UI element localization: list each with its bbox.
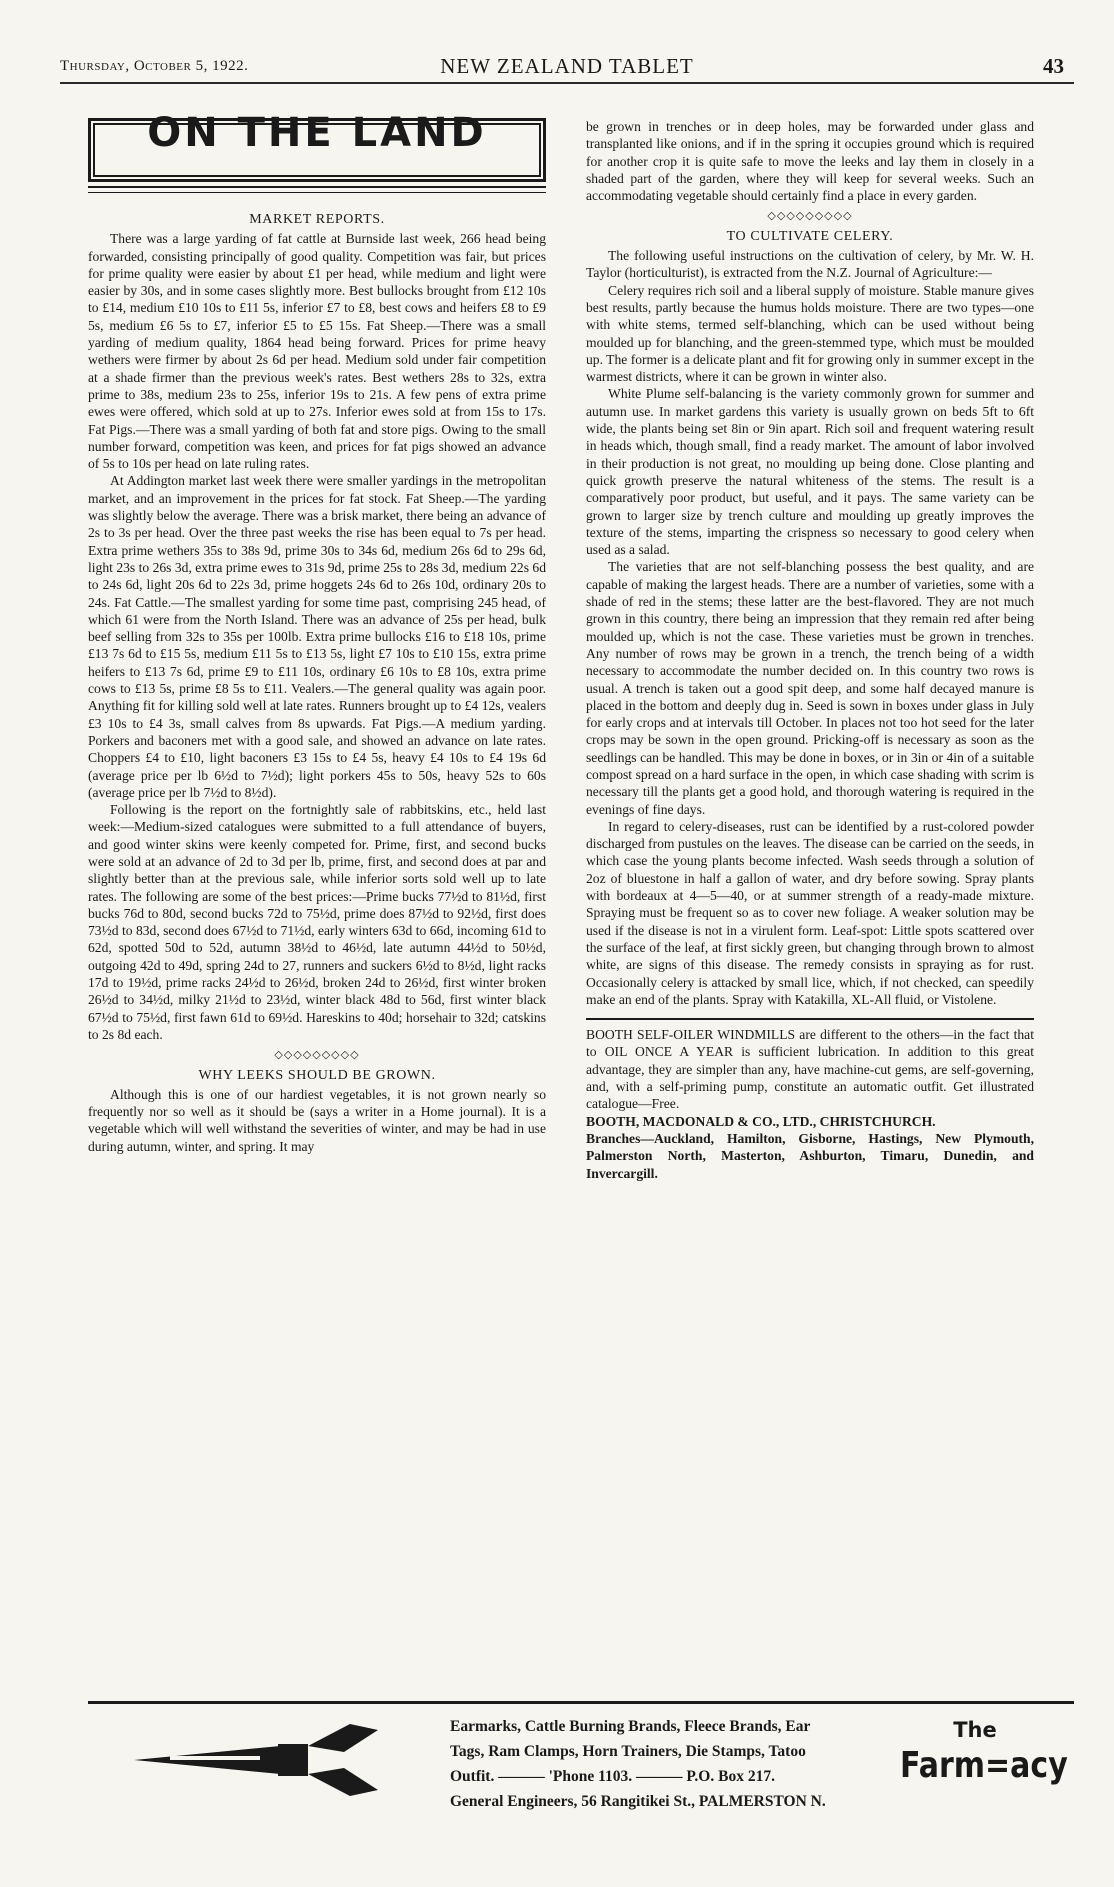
- engineering-advert: [450, 1714, 890, 1814]
- article-paragraph: Following is the report on the fortnightly sale of rabbitskins, etc., held last week:—Medium-sized catalogues were submitted to a full attendance of buyers, and good winter skins were keenly competed for. Prime, first, and second bucks were sold at an advance of 2d to 3d per lb, prime, first, and second does at par and slightly better than at the previous sale, while inferior sorts sold well up to late rates. The following are some of the best prices:—Prime bucks 77½d to 81½d, first bucks 76d to 80d, second bucks 72d to 75½d, prime does 87½d to 92½d, first does 73½d to 83d, second does 67½d to 71½d, early winters 63d to 66d, incoming 61d to 62d, spotted 50d to 52d, autumn 38½d to 46½d, late autumn 44½d to 50½d, outgoing 42d to 49d, spring 24d to 27, runners and suckers 6½d to 8½d, light racks 17d to 19½d, prime racks 24½d to 26½d, broken 24d to 26½d, first winter broken 26½d to 34½d, milky 21½d to 23½d, winter black 48d to 56d, first winter black 67½d to 75½d, first fawn 61d to 69½d. Hareskins to 40d; horsehair to 32d; catskins to 2s 8d each.: [88, 802, 546, 1042]
- advert-separator: [586, 1018, 1034, 1020]
- advert-company: BOOTH, MACDONALD & CO., LTD., CHRISTCHURCH.: [586, 1113, 936, 1129]
- article-paragraph: White Plume self-balancing is the variety commonly grown for summer and autumn use. In market gardens this variety is usually grown on beds 5ft to 6ft wide, the plants being set 8in or 9in apart. Rich soil and frequent watering result in heads which, though small, find a ready market. The amount of labor involved in their production is not great, no moulding up being done. Close planting and quick growth preserve the natural whiteness of the stems. The result is a comparatively poor product, but useful, and it pays. The same variety can be grown to larger size by trench culture and moulding up greatly improves the texture of the stems, imparting the crispness so necessary to good celery when used as a salad.: [586, 386, 1034, 558]
- article-paragraph: The following useful instructions on the cultivation of celery, by Mr. W. H. Taylor (horticulturist), is extracted from the N.Z. Journal of Agriculture:—: [586, 248, 1034, 281]
- section-ornament: ◇◇◇◇◇◇◇◇◇: [274, 1049, 360, 1062]
- left-column: [88, 110, 546, 1155]
- page-number: 43: [1043, 54, 1064, 78]
- market-reports-heading: MARKET REPORTS.: [249, 212, 385, 227]
- section-banner: [88, 110, 546, 182]
- farmacy-brand: [900, 1718, 1068, 1787]
- page-header: [60, 52, 1074, 84]
- article-paragraph: In regard to celery-diseases, rust can be identified by a rust-colored powder discharged from pustules on the leaves. The disease can be carried on the seeds, in which case the young plants become infected. Wash seeds through a solution of 2oz of bluestone in half a gallon of water, and dry before sowing. Spray plants with bordeaux at 4—5—40, or at summer strength of a ready-made mixture. Spraying must be frequent so as to cover new foliage. A weaker solution may be used if the disease is not in a virulent form. Leaf-spot: Little spots scattered over the surface of the leaf, at first sickly green, but changing through brown to almost white, are signs of this disease. The remedy consists in spraying as for rust. Occasionally celery is attacked by small lice, which, if not checked, can speedily make an end of the plants. Spray with Katakilla, XL-All fluid, or Vistolene.: [586, 818, 1034, 1007]
- brand-name: Farm=acy: [900, 1744, 1068, 1787]
- bottom-advert-rule: [88, 1701, 1074, 1704]
- right-column: [586, 118, 1034, 1182]
- leeks-heading: WHY LEEKS SHOULD BE GROWN.: [198, 1067, 436, 1083]
- advert-line: Outfit. ——— 'Phone 1103. ——— P.O. Box 217.: [450, 1768, 775, 1785]
- issue-date: Thursday, October 5, 1922.: [60, 58, 249, 74]
- branding-iron-icon: [130, 1716, 390, 1804]
- article-paragraph: be grown in trenches or in deep holes, may be forwarded under glass and transplanted like onions, and if in the spring it occupies ground which is required for another crop it is quite safe to move the leeks and lay them in closely in a shaded part of the garden, where they will keep for several weeks. Such an accommodating vegetable should certainly find a place in every garden.: [586, 119, 1034, 204]
- advert-line: Tags, Ram Clamps, Horn Trainers, Die Stamps, Tatoo: [450, 1743, 806, 1760]
- section-ornament: ◇◇◇◇◇◇◇◇◇: [767, 210, 853, 223]
- article-paragraph: There was a large yarding of fat cattle at Burnside last week, 266 head being forwarded, consisting principally of good quality. Competition was fair, but prices for prime quality were easier by about £1 per head, while medium and light were easier by 30s, and in some cases slightly more. Best bullocks brought from £12 10s to £14, medium £10 10s to £11 5s, inferior £7 to £8, best cows and heifers £8 to £9 5s, medium £6 5s to £7, inferior £5 to £5 15s. Fat Sheep.—There was a small yarding of medium quality, 1864 head being forward. Prices for prime heavy wethers were firmer by about 2s 6d per head. Medium sold under fair competition at a shade firmer than the previous week's rates. Best wethers 28s to 32s, extra prime to 38s, medium 23s to 25s, inferior 19s to 21s. A few pens of extra prime ewes were offered, which sold at up to 27s. Inferior ewes sold at from 15s to 17s. Fat Pigs.—There was a small yarding of both fat and store pigs. Owing to the small number forward, competition was keen, and prices for fat pigs showed an advance of 5s to 10s per head on late ruling rates.: [88, 231, 546, 472]
- advert-line: Earmarks, Cattle Burning Brands, Fleece Brands, Ear: [450, 1718, 811, 1735]
- booth-windmill-advert: [586, 1026, 1034, 1182]
- section-banner-title: ON THE LAND: [147, 110, 487, 156]
- celery-heading: TO CULTIVATE CELERY.: [726, 228, 894, 244]
- article-paragraph: The varieties that are not self-blanching possess the best quality, and are capable of making the largest heads. There are a number of varieties, some with a shade of red in the stems; these latter are the best-flavored. They are not much grown in this country, there being an impression that they remain red after being moulded up, which is not the case. These varieties must be grown in trenches. Any number of rows may be grown in a trench, the trench being of a width necessary to accommodate the number decided on. In this country two rows is usual. A trench is taken out a good spit deep, and some half decayed manure is placed in the bottom and deeply dug in. Seed is sown in boxes under glass in July for early crops and at intervals till October. In places not too hot seed for the later crops may be sown in the open ground. Pricking-off is necessary as soon as the seedlings can be handled. This may be done in boxes, or in 3in or 4in of a suitable compost spread on a hard surface in the open, in which case shading with scrim is necessary till the plants get a good hold, and thorough watering is required in the evenings of fine days.: [586, 559, 1034, 817]
- article-paragraph: Celery requires rich soil and a liberal supply of moisture. Stable manure gives best results, partly because the humus holds moisture. There are two types—one with white stems, termed self-blanching, which can be used without being moulded up for blanching, and the green-stemmed type, which must be moulded up. The former is a delicate plant and fit for growing only in summer except in the warmest districts, where it can be grown in winter also.: [586, 282, 1034, 385]
- article-paragraph: At Addington market last week there were smaller yardings in the metropolitan market, and an improvement in the prices for fat stock. Fat Sheep.—The yarding was slightly below the average. There was a brisk market, there being an advance of 2s to 3s per head. Over the three past weeks the rise has been equal to 7s per head. Extra prime wethers 35s to 38s 9d, prime 30s to 34s 6d, medium 26s 6d to 29s 6d, light 23s to 26s 3d, extra prime ewes to 31s 9d, prime 25s to 28s 3d, medium 22s 6d to 24s 6d, light 20s 6d to 22s 3d, prime hoggets 24s 6d to 26s 10d, ordinary 20s to 24s. Fat Cattle.—The smallest yarding for some time past, comprising 245 head, of which 61 were from the North Island. There was an advance of 25s per head, bulk beef selling from 32s to 35s per 100lb. Extra prime bullocks £16 to £18 10s, prime £13 7s 6d to £15 5s, medium £11 5s to £13 5s, light £7 10s to £10 15s, extra prime heifers to £13 7s 6d, prime £9 to £11 10s, ordinary £6 10s to £8 10s, extra prime cows to £13 5s, prime £8 5s to £11. Vealers.—The general quality was again poor. Anything fit for killing sold well at late rates. Runners brought up to £4 12s, vealers £3 10s to £4 3s, small calves from 8s upwards. Fat Pigs.—A medium yarding. Porkers and baconers met with a good sale, and showed an advance on late rates. Choppers £4 to £10, light baconers £3 15s to £4 5s, heavy £4 10s to £4 19s 6d (average price per lb 6½d to 7½d); light porkers 45s to 50s, heavy 52s to 60s (average price per lb 7½d to 8½d).: [88, 473, 546, 800]
- brand-prefix: The: [953, 1718, 997, 1742]
- advert-branches: Branches—Auckland, Hamilton, Gisborne, Hastings, New Plymouth, Palmerston North, Masterton, Ashburton, Timaru, Dunedin, and Invercargill.: [586, 1130, 1034, 1181]
- banner-rule: [88, 186, 546, 193]
- advert-body: BOOTH SELF-OILER WINDMILLS are different to the others—in the fact that to OIL ONCE A YEAR is sufficient lubrication. In addition to this great advantage, they are simpler than any, have machine-cut gems, are self-governing, and, with a self-priming pump, constitute an automatic outfit. Get illustrated catalogue—Free.: [586, 1027, 1034, 1112]
- advert-line: General Engineers, 56 Rangitikei St., PALMERSTON N.: [450, 1793, 826, 1810]
- publication-title: NEW ZEALAND TABLET: [440, 54, 694, 78]
- article-paragraph: Although this is one of our hardiest vegetables, it is not grown nearly so frequently nor so well as it should be (says a writer in a Home journal). It is a vegetable which will well withstand the severities of winter, and may be had in use during autumn, winter, and spring. It may: [88, 1086, 546, 1154]
